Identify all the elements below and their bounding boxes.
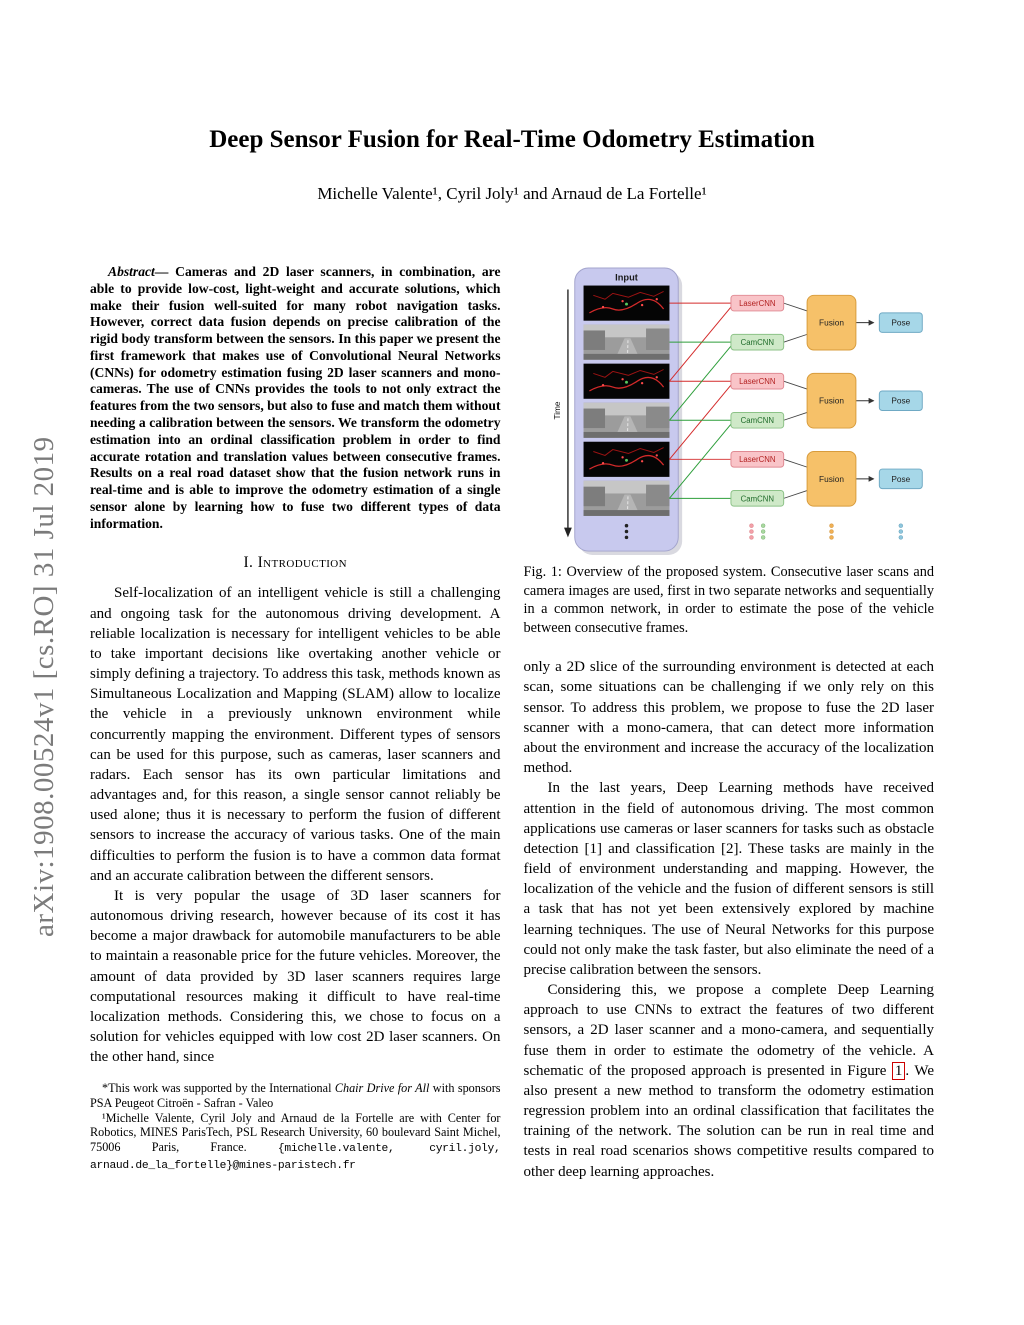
authors-line: Michelle Valente¹, Cyril Joly¹ and Arnaud de La Fortelle¹ xyxy=(317,184,707,203)
time-axis xyxy=(552,289,572,537)
pose-boxes xyxy=(879,313,922,489)
cam-cnn-label-2: CamCNN xyxy=(740,416,774,426)
fusion-label-2: Fusion xyxy=(818,395,844,406)
figure-1 xyxy=(524,264,935,557)
fusion-label-1: Fusion xyxy=(818,317,844,328)
abstract xyxy=(90,264,501,533)
two-column-body xyxy=(0,264,1024,1182)
camera-image-3 xyxy=(583,481,669,516)
pose-label-1: Pose xyxy=(890,317,910,328)
input-label: Input xyxy=(614,272,638,283)
time-arrowhead xyxy=(564,528,572,538)
pose-label-2: Pose xyxy=(890,395,910,406)
input-ellipsis-dots xyxy=(624,524,628,539)
footnote-email: {michelle.valente, cyril.joly, arnaud.de_la_fortelle}@mines-paristech.fr xyxy=(90,1143,501,1172)
cam-cnn-boxes xyxy=(730,334,783,506)
system-overview-diagram xyxy=(524,264,934,557)
intro-paragraph-1: Self-localization of an intelligent vehicle is still a challenging and ongoing task for the autonomous driving development. A reliable localization is necessary for intelligent vehicles to be able to take important decisions like overtaking another vehicle or simply defining a trajectory. To address this task, methods known as Simultaneous Localization and Mapping (SLAM) allow to localize the vehicle in a previously unknown environment while concurrently mapping the environment. Different types of sensors can be used for this purpose, such as cameras, laser scanners and radars. Each sensor has its own particular limitations and advantages and, for this reason, a single sensor cannot reliably be used alone; thus it is necessary to perform the fusion of different sensors to increase the accuracy of various tasks. One of the main difficulties to perform the fusion is to have a common data format and an accurate calibration between the different sensors. xyxy=(90,585,501,884)
fusion-label-3: Fusion xyxy=(818,473,844,484)
figure-1-caption xyxy=(524,563,935,637)
footnote-star-post: with sponsors PSA Peugeot Citroën - Safran - Valeo xyxy=(90,1081,501,1111)
abstract-label: Abstract— xyxy=(108,264,169,279)
laser-cnn-label-3: LaserCNN xyxy=(738,455,776,465)
section-heading-introduction: I. Introduction xyxy=(243,553,347,571)
laser-cnn-label-2: LaserCNN xyxy=(738,377,776,387)
abstract-text: Cameras and 2D laser scanners, in combination, are able to provide low-cost, light-weight and accurate solutions, which make their fusion well-suited for many robot navigation tasks. However, correct data fusion depends on precise calibration of the rigid body transform between the sensors. In this paper we present the first framework that makes use of Convolutional Neural Networks (CNNs) for odometry estimation fusing 2D laser scanners and mono-cameras. The use of CNNs provides the tools to not only extract the features from the two sensors, but also to fuse and match them without needing a calibration between the sensors. We transform the odometry estimation into an ordinal classification problem in order to find accurate rotation and translation values between consecutive frames. Results on a real road dataset show that the fusion network runs in real-time and is able to improve the odometry estimation of a single sensor alone by learning how to fuse two different types of data information. xyxy=(90,264,501,531)
cam-cnn-label-1: CamCNN xyxy=(740,338,774,348)
camera-image-2 xyxy=(583,403,669,438)
figure-caption-text: Overview of the proposed system. Consecutive laser scans and camera images are used, first in two separate networks and sequentially in a common network, in order to estimate the pose of the vehicle between consecutive frames. xyxy=(523,564,935,636)
column-ellipsis-dots xyxy=(749,524,902,540)
fusion-to-pose-arrows xyxy=(855,323,873,479)
right-column xyxy=(524,264,935,1182)
time-label: Time xyxy=(551,401,562,420)
left-column xyxy=(90,264,501,1182)
footnote-star-chair-name: Chair Drive for All xyxy=(334,1081,430,1096)
right-paragraph-3-post: . We also present a new method to transform the odometry estimation regression problem into an ordinal classification that facilitates the training of the network. The solution can be run in real time and tests in real road scenarios shows competitive results compared to other deep learning approaches. xyxy=(523,1062,934,1180)
arxiv-watermark: arXiv:1908.00524v1 [cs.RO] 31 Jul 2019 xyxy=(28,436,60,937)
laser-cnn-boxes xyxy=(730,295,783,467)
pose-label-3: Pose xyxy=(890,473,910,484)
right-paragraph-2: In the last years, Deep Learning methods have received attention in the field of autonomous driving. The most common applications use cameras or laser scanners for tasks such as obstacle detection [1] and classification [2]. These tasks are mainly in the field of environment understanding and mapping. However, the localization of the vehicle and the fusion of different sensors is still a task that has not yet been extensively explored by machine learning techniques. The use of Neural Networks for this purpose could not only make the task faster, but also eliminate the need of a precise calibration between the sensors. xyxy=(523,780,934,978)
footnote-star-pre: *This work was supported by the International xyxy=(102,1081,335,1096)
paper-title: Deep Sensor Fusion for Real-Time Odometry Estimation xyxy=(209,126,815,153)
fusion-boxes xyxy=(807,295,856,506)
laser-scan-image-2 xyxy=(583,364,669,399)
right-paragraph-3 xyxy=(524,980,935,1182)
cnn-to-fusion-connections xyxy=(783,303,806,498)
right-paragraph-3-pre: Considering this, we propose a complete Deep Learning approach to use CNNs to extract the features of two different sensors, a 2D laser scanner and a mono-camera, and sequentially fuse them in order to estimate the odometry of the vehicle. A schematic of the proposed approach is presented in Figure xyxy=(523,982,934,1079)
figure-1-reference-link[interactable]: 1 xyxy=(892,1062,906,1080)
cam-cnn-label-3: CamCNN xyxy=(740,494,774,504)
footnote-star xyxy=(90,1081,501,1110)
footnote-affiliation-text: ¹Michelle Valente, Cyril Joly and Arnaud de la Fortelle are with Center for Robotics, MINES ParisTech, PSL Research University, 60 boulevard Saint Michel, 75006 Paris, France. xyxy=(90,1110,501,1155)
right-paragraph-1: only a 2D slice of the surrounding environment is detected at each scan, some situations can be challenging if we only rely on this sensor. To address this problem, we propose to fuse the 2D laser scanner with a mono-camera, that can detect more information about the environment and increase the accuracy of the localization method. xyxy=(523,659,934,777)
footnote-affiliation xyxy=(90,1111,501,1173)
camera-image-1 xyxy=(583,325,669,360)
footnote-block xyxy=(90,1081,501,1173)
figure-caption-label: Fig. 1: xyxy=(523,564,562,580)
intro-paragraph-2: It is very popular the usage of 3D laser scanners for autonomous driving research, however because of its cost it has become a major drawback for automobile manufacturers to be able to maintain a reasonable price for the future vehicles. Moreover, the amount of data provided by 3D laser scanners requires large computational resources making it difficult to have real-time localization methods. Considering this, we chose to focus on a solution for vehicles equipped with low cost 2D laser scanners. On the other hand, since xyxy=(90,887,501,1066)
laser-scan-image-1 xyxy=(583,286,669,321)
laser-cnn-label-1: LaserCNN xyxy=(738,299,776,309)
laser-scan-image-3 xyxy=(583,442,669,477)
